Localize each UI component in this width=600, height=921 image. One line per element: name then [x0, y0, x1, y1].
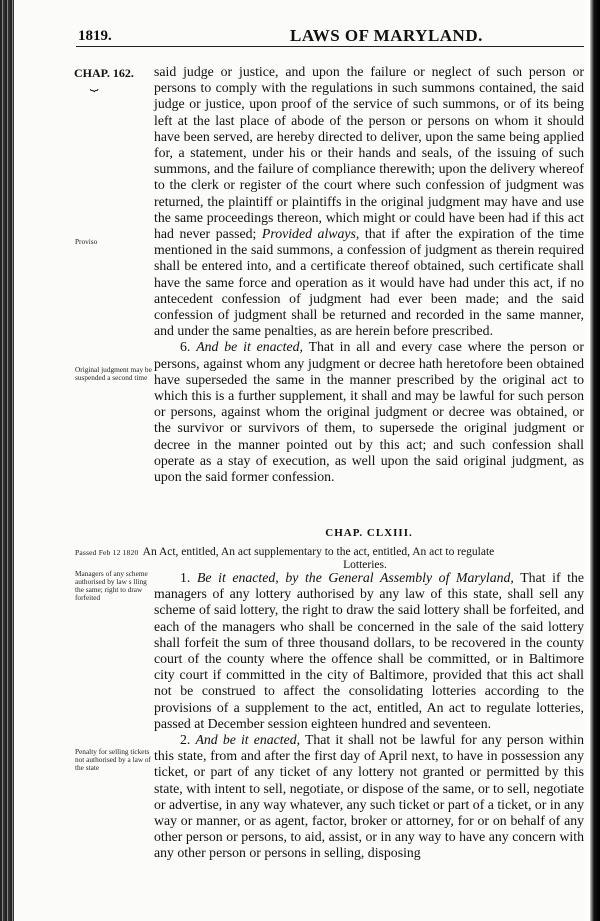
margin-note-penalty: Penalty for selling tickets not authorised by a law of the state	[75, 747, 151, 772]
section-2-text: That it shall not be lawful for any person within this state, from and after the first day of April next, to have in possession any ticket, or part of any ticket of any lottery not granted or permitted by this state, with intent to sell, negotiate, or dispose of the same, or to sell, negotiate or advertise, in any way whatever, any such ticket or part of a ticket, or in any way or manner, or as agent, factor, broker or attorney, for or on behalf of any other person or persons, to aid, assist, or in any way to have any concern with any other person or persons in selling, disposing	[154, 732, 584, 861]
margin-note-managers: Managers of any scheme authorised by law s lling the same; right to draw forfeited	[75, 569, 148, 602]
proviso-italic: Provided always,	[261, 226, 360, 242]
chapter-163-body	[154, 570, 584, 862]
chapter-label: CHAP. 162.	[74, 66, 134, 80]
header-year: 1819.	[78, 28, 112, 44]
section-continuation	[154, 64, 584, 485]
act-title-continued: Lotteries.	[343, 559, 387, 571]
act-title: An Act, entitled, An act supplementary to the act, entitled, An act to regulate	[142, 546, 495, 558]
section-2-number: 2.	[180, 732, 191, 748]
section-6-enacting: And be it enacted,	[196, 339, 303, 355]
margin-note-original-judgment: Original judgment may be suspended a second time	[75, 365, 152, 382]
section-1-enacting: Be it enacted, by the General Assembly of Maryland,	[196, 570, 514, 585]
section-1-number: 1.	[180, 570, 191, 585]
para1-text: said judge or justice, and upon the failure or neglect of such person or persons to comply with the regulations in such summons contained, the said judge or justice, upon proof of the service of such summons, or of its being left at the last place of abode of the person or persons on whom it should have been served, are hereby directed to deliver, upon the same being applied for, a statement, under his or their hands and seals, of the issuing of such summons, and the failure of compliance therewith; upon the delivery whereof to the clerk or register of the court where such confession of judgment was returned, the plaintiff or plaintiffs in the original judgment may have and use the same proceedings thereon, which might or could have been had if this act had never passed;	[154, 64, 584, 242]
section-6-number: 6.	[180, 339, 191, 355]
header-title: LAWS OF MARYLAND.	[290, 26, 483, 45]
chapter-brace: ⏟	[90, 77, 99, 92]
act-title-line	[75, 546, 585, 572]
passed-date: Passed Feb 12 1820	[75, 548, 139, 557]
running-header	[76, 24, 584, 47]
section-1-text: That if the managers of any lottery authorised by any law of this state, shall sell any scheme of said lottery, the right to draw the said lottery shall be forfeited, and each of the managers who shall be concerned in the sale of the said lottery shall forfeit the sum of three thousand dollars, to be recovered in the county court of the county where the offence shall be committed, or in Baltimore city court if committed in the city of Baltimore, provided that this act shall not be construed to affect the consolidating lotteries according to the provisions of a supplement to the act, entitled, An act to regulate lotteries, passed at December session eighteen hundred and seventeen.	[154, 570, 585, 731]
margin-note-proviso: Proviso	[75, 237, 98, 246]
page-edge	[590, 0, 600, 921]
section-6-text: That in all and every case where the person or persons, against whom any judgment or decree hath heretofore been obtained have superseded the same in the manner prescribed by the original act to which this is a further supplement, it shall and may be lawful for such person or persons, against whom the original judgment or decree was obtained, or the survivor or survivors of them, to supersede the original judgment or decree in the manner pointed out by this act; and such confession shall operate as a stay of execution, as well upon the said original judgment, as upon the said former confession.	[154, 339, 585, 485]
section-2-enacting: And be it enacted,	[195, 732, 301, 748]
book-spine	[0, 0, 14, 921]
chapter-heading: CHAP. CLXIII.	[325, 527, 413, 539]
para1b-text: that if after the expiration of the time mentioned in the said summons, a confession of judgment as therein required shall be entered into, and a certificate thereof obtained, such certificate shall have the same force and operation as it would have had under this act, if no antecedent confession of judgment had ever been made; and the said confession of judgment shall be returned and recorded in the same manner, and under the same penalties, as are herein before prescribed.	[154, 226, 584, 339]
